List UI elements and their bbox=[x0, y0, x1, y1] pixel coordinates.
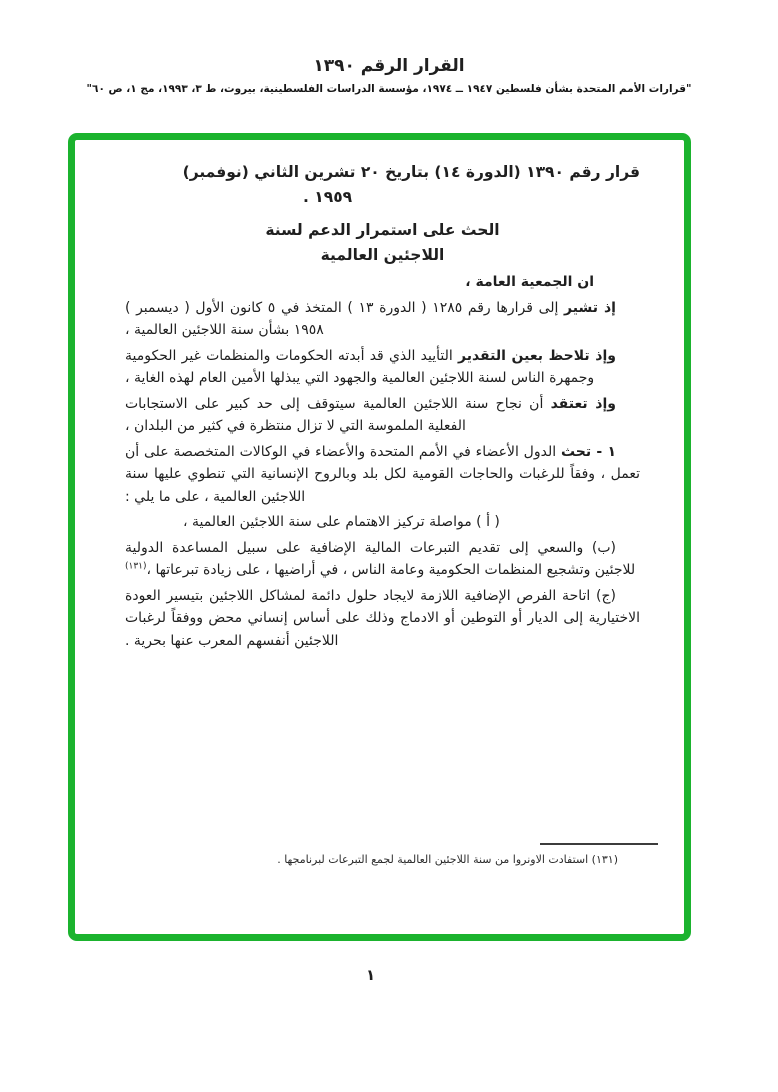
paragraph-subitem-c: (ج) اتاحة الفرص الإضافية اللازمة لايجاد حلول دائمة لمشاكل اللاجئين بتيسير العودة الاختيارية إلى الديار أو التوطين أو الادماج وذلك على أساس إنساني محض ووفقاً لرغبات اللاجئين أنفسهم المعرب عنها بحرية . bbox=[125, 587, 640, 649]
page-number: ١ bbox=[366, 966, 376, 984]
source-citation-line: "قرارات الأمم المتحدة بشأن فلسطين ١٩٤٧ ــ ١٩٧٤، مؤسسة الدراسات الفلسطينية، بيروت، ط ٣، ١٩٩٣، مج ١، ص ٦٠" bbox=[86, 83, 692, 95]
resolution-heading-line1: قرار رقم ١٣٩٠ (الدورة ١٤) بتاريخ ٢٠ تشرين الثاني (نوفمبر) bbox=[182, 163, 640, 181]
resolution-subtitle bbox=[125, 218, 640, 268]
footnote-text: (١٣١) استفادت الاونروا من سنة اللاجئين العالمية لجمع التبرعات لبرنامجها . bbox=[277, 853, 618, 866]
paragraph-subitem-a: ( أ ) مواصلة تركيز الاهتمام على سنة اللاجئين العالمية ، bbox=[183, 514, 500, 530]
resolution-frame bbox=[68, 133, 691, 941]
resolution-heading bbox=[125, 160, 640, 210]
paragraph-subitem-b: (ب) والسعي إلى تقديم التبرعات المالية الإضافية على سبيل المساعدة الدولية للاجئين وتشجيع المنظمات الحكومية وعامة الناس ، في أراضيها ، على زيادة تبرعاتها ،$^{(١٣١)}$ bbox=[125, 539, 636, 578]
paragraph-believing: وإذ تعتقد أن نجاح سنة اللاجئين العالمية سيتوقف إلى حد كبير على الاستجابات الفعلية الملموسة التي لا تزال منتظرة في كثير من البلدان ، bbox=[125, 395, 616, 434]
resolution-subtitle-line1: الحث على استمرار الدعم لسنة bbox=[265, 221, 500, 239]
paragraph-operative-1: ١ - تحث الدول الأعضاء في الأمم المتحدة والأعضاء في الوكالات المتخصصة على أن تعمل ، وفقاً للرغبات والحاجات القومية لكل بلد وبالروح الإنسانية التي تنطوي عليها سنة اللاجئين العالمية ، على ما يلي : bbox=[125, 443, 640, 505]
resolution-number-title: القرار الرقم ١٣٩٠ bbox=[313, 56, 465, 76]
resolution-subtitle-line2: اللاجئين العالمية bbox=[320, 246, 445, 264]
paragraph-recalling: إذ تشير إلى قرارها رقم ١٢٨٥ ( الدورة ١٣ ) المتخذ في ٥ كانون الأول ( ديسمبر ) ١٩٥٨ بشأن سنة اللاجئين العالمية ، bbox=[125, 299, 616, 338]
paragraph-noting-with-appreciation: وإذ تلاحظ بعين التقدير التأييد الذي قد أبدته الحكومات والمنظمات غير الحكومية وجمهرة الناس لسنة اللاجئين العالمية والجهود التي يبذلها الأمين العام لهذه الغاية ، bbox=[125, 347, 616, 386]
resolution-body bbox=[125, 271, 640, 652]
footnote-block bbox=[121, 843, 646, 868]
paragraph-preamble-opening: ان الجمعية العامة ، bbox=[465, 274, 594, 290]
page-header bbox=[0, 0, 778, 95]
resolution-heading-line2: ١٩٥٩ . bbox=[303, 188, 353, 206]
footnote-divider bbox=[540, 843, 658, 845]
